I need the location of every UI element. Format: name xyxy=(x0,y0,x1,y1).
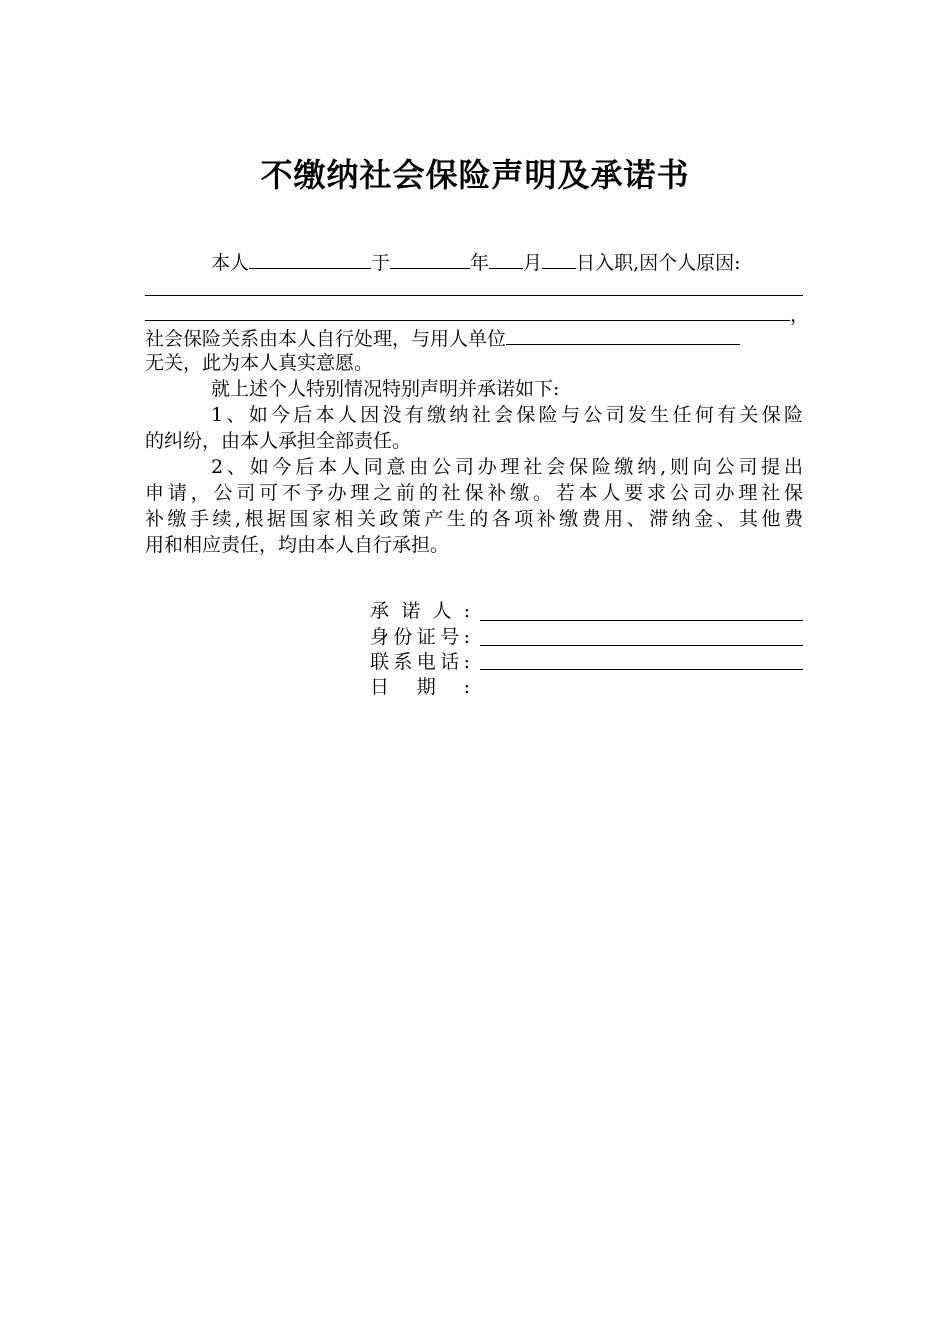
document-title: 不缴纳社会保险声明及承诺书 xyxy=(260,156,690,194)
name-blank[interactable] xyxy=(249,248,371,269)
item2-line-c: 补缴手续,根据国家相关政策产生的各项补缴费用、滞纳金、其他费 xyxy=(145,508,803,530)
year-blank[interactable] xyxy=(390,248,470,269)
item2-line-d: 用和相应责任，均由本人自行承担。 xyxy=(145,534,450,556)
item1-line-b: 的纠纷，由本人承担全部责任。 xyxy=(145,430,412,452)
intro-text-2: 于 xyxy=(371,252,391,274)
month-blank[interactable] xyxy=(489,248,523,269)
promisor-label: 承诺人: xyxy=(370,600,470,622)
voluntary-line: 无关，此为本人真实意愿。 xyxy=(145,352,374,374)
item2-line-a: 2、如今后本人同意由公司办理社会保险缴纳,则向公司提出 xyxy=(211,456,803,478)
intro-text-5: 日入职,因个人原因: xyxy=(576,252,741,274)
reason-comma: ， xyxy=(790,304,810,326)
intro-text-4: 月 xyxy=(523,252,543,274)
declaration-intro: 就上述个人特别情况特别声明并承诺如下: xyxy=(211,378,560,400)
employer-line xyxy=(145,324,803,352)
date-label: 日期: xyxy=(370,676,470,698)
item2-line-b: 申请，公司可不予办理之前的社保补缴。若本人要求公司办理社保 xyxy=(145,482,803,504)
id-blank[interactable] xyxy=(480,645,803,646)
id-label: 身份证号: xyxy=(370,626,470,648)
phone-label: 联系电话: xyxy=(370,651,470,673)
intro-text-3: 年 xyxy=(470,252,490,274)
phone-blank[interactable] xyxy=(480,669,803,670)
intro-text-1: 本人 xyxy=(211,252,250,274)
reason-blank-1[interactable] xyxy=(145,295,803,296)
date-row xyxy=(370,674,470,700)
id-row xyxy=(370,624,470,650)
day-blank[interactable] xyxy=(542,248,576,269)
phone-row xyxy=(370,649,470,675)
promisor-blank[interactable] xyxy=(480,620,803,621)
promisor-row xyxy=(370,598,470,624)
reason-blank-2[interactable] xyxy=(145,320,790,321)
item1-line-a: 1、如今后本人因没有缴纳社会保险与公司发生任何有关保险 xyxy=(211,404,803,426)
employer-blank[interactable] xyxy=(506,324,740,345)
intro-line xyxy=(211,248,811,276)
employer-text: 社会保险关系由本人自行处理，与用人单位 xyxy=(145,328,507,350)
